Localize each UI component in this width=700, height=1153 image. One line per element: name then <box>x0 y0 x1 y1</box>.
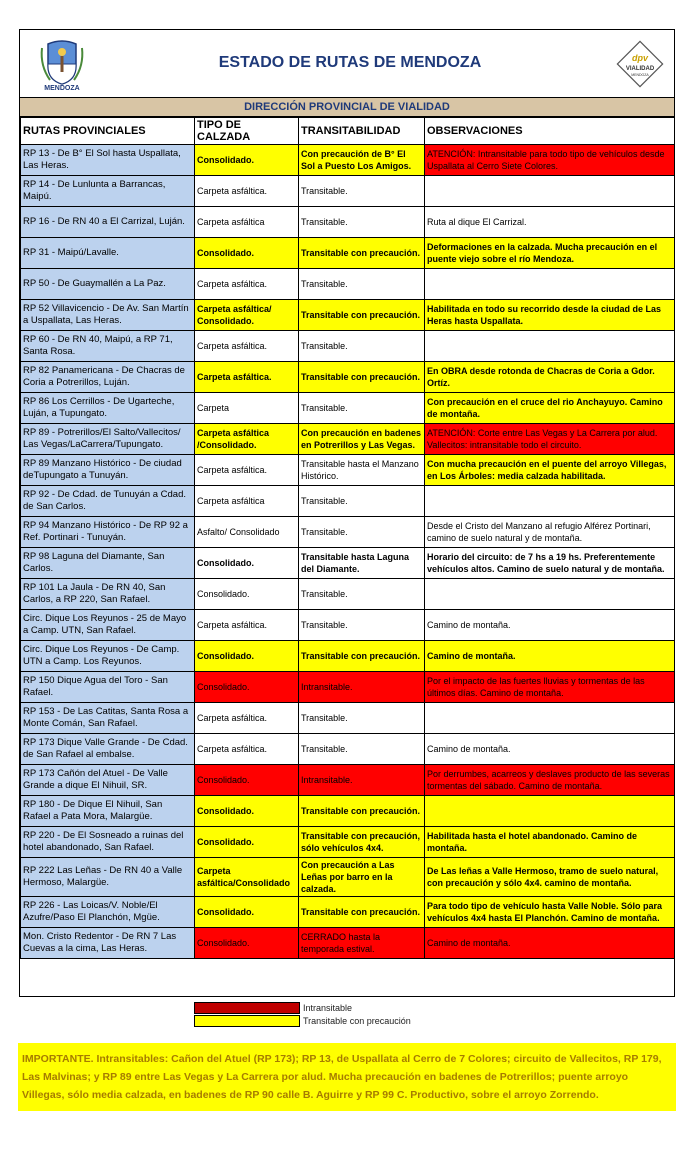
surface-cell: Carpeta asfáltica/ Consolidado. <box>195 300 299 331</box>
table-row <box>21 145 675 176</box>
route-cell: RP 82 Panamericana - De Chacras de Coria a Potrerillos, Luján. <box>21 362 195 393</box>
observations-cell <box>425 796 675 827</box>
surface-cell: Carpeta asfáltica /Consolidado. <box>195 424 299 455</box>
route-cell: RP 173 Dique Valle Grande - De Cdad. de San Rafael al embalse. <box>21 734 195 765</box>
surface-cell: Carpeta <box>195 393 299 424</box>
surface-cell: Carpeta asfáltica <box>195 207 299 238</box>
table-row <box>21 641 675 672</box>
observations-cell: Por derrumbes, acarreos y deslaves producto de las severas tormentas del sábado. Camino de montaña. <box>425 765 675 796</box>
transitability-cell: Transitable. <box>299 207 425 238</box>
vialidad-logo-subtext: MENDOZA <box>631 73 649 77</box>
table-row <box>21 610 675 641</box>
table-row <box>21 765 675 796</box>
surface-cell: Carpeta asfáltica. <box>195 331 299 362</box>
surface-cell: Consolidado. <box>195 548 299 579</box>
section-subtitle: DIRECCIÓN PROVINCIAL DE VIALIDAD <box>20 97 674 117</box>
transitability-cell: Transitable con precaución. <box>299 300 425 331</box>
legend-swatch-caution <box>194 1015 300 1027</box>
route-cell: RP 173 Cañón del Atuel - De Valle Grande a dique El Nihuil, SR. <box>21 765 195 796</box>
route-cell: RP 92 - De Cdad. de Tunuyán a Cdad. de San Carlos. <box>21 486 195 517</box>
surface-cell: Consolidado. <box>195 765 299 796</box>
surface-cell: Carpeta asfáltica <box>195 486 299 517</box>
observations-cell <box>425 703 675 734</box>
transitability-cell: Transitable. <box>299 610 425 641</box>
observations-cell: Camino de montaña. <box>425 641 675 672</box>
table-row <box>21 455 675 486</box>
surface-cell: Consolidado. <box>195 928 299 959</box>
route-cell: RP 13 - De B° El Sol hasta Uspallata, Las Heras. <box>21 145 195 176</box>
surface-cell: Consolidado. <box>195 672 299 703</box>
surface-cell: Carpeta asfáltica. <box>195 269 299 300</box>
transitability-cell: Transitable. <box>299 517 425 548</box>
transitability-cell: Con precaución de B° El Sol a Puesto Los Amigos. <box>299 145 425 176</box>
route-cell: RP 220 - De El Sosneado a ruinas del hotel abandonado, San Rafael. <box>21 827 195 858</box>
mendoza-coat-of-arms-logo <box>38 36 86 94</box>
surface-cell: Consolidado. <box>195 641 299 672</box>
route-cell: RP 86 Los Cerrillos - De Ugarteche, Luján, a Tupungato. <box>21 393 195 424</box>
transitability-cell: Intransitable. <box>299 765 425 796</box>
route-cell: Mon. Cristo Redentor - De RN 7 Las Cuevas a la cima, Las Heras. <box>21 928 195 959</box>
transitability-cell: Transitable hasta el Manzano Histórico. <box>299 455 425 486</box>
route-cell: RP 89 - Potrerillos/El Salto/Vallecitos/ Las Vegas/LaCarrera/Tupungato. <box>21 424 195 455</box>
transitability-cell: Transitable. <box>299 579 425 610</box>
table-row <box>21 796 675 827</box>
report-header <box>20 30 674 97</box>
table-row <box>21 928 675 959</box>
observations-cell <box>425 331 675 362</box>
transitability-cell: Transitable. <box>299 734 425 765</box>
surface-cell: Consolidado. <box>195 796 299 827</box>
route-cell: RP 89 Manzano Histórico - De ciudad deTupungato a Tunuyán. <box>21 455 195 486</box>
route-cell: RP 31 - Maipú/Lavalle. <box>21 238 195 269</box>
surface-cell: Asfalto/ Consolidado <box>195 517 299 548</box>
transitability-cell: Intransitable. <box>299 672 425 703</box>
transitability-cell: Transitable hasta Laguna del Diamante. <box>299 548 425 579</box>
observations-cell: En OBRA desde rotonda de Chacras de Coria a Gdor. Ortíz. <box>425 362 675 393</box>
observations-cell <box>425 486 675 517</box>
transitability-cell: Transitable. <box>299 393 425 424</box>
column-header-surface: TIPO DE CALZADA <box>195 118 299 145</box>
surface-cell: Consolidado. <box>195 897 299 928</box>
table-row <box>21 300 675 331</box>
observations-cell <box>425 269 675 300</box>
table-row <box>21 393 675 424</box>
surface-cell: Carpeta asfáltica/Consolidado <box>195 858 299 897</box>
route-cell: Circ. Dique Los Reyunos - De Camp. UTN a Camp. Los Reyunos. <box>21 641 195 672</box>
observations-cell: Horario del circuito: de 7 hs a 19 hs. Preferentemente vehículos altos. Camino de suelo natural y de montaña. <box>425 548 675 579</box>
transitability-cell: Transitable con precaución. <box>299 796 425 827</box>
table-row <box>21 548 675 579</box>
surface-cell: Carpeta asfáltica. <box>195 362 299 393</box>
observations-cell: Camino de montaña. <box>425 610 675 641</box>
table-row <box>21 734 675 765</box>
surface-cell: Consolidado. <box>195 145 299 176</box>
route-cell: RP 94 Manzano Histórico - De RP 92 a Ref. Portinari - Tunuyán. <box>21 517 195 548</box>
surface-cell: Carpeta asfáltica. <box>195 176 299 207</box>
table-row <box>21 703 675 734</box>
transitability-cell: Transitable. <box>299 176 425 207</box>
route-cell: RP 222 Las Leñas - De RN 40 a Valle Hermoso, Malargüe. <box>21 858 195 897</box>
observations-cell <box>425 579 675 610</box>
observations-cell: Habilitada hasta el hotel abandonado. Camino de montaña. <box>425 827 675 858</box>
route-cell: RP 153 - De Las Catitas, Santa Rosa a Monte Comán, San Rafael. <box>21 703 195 734</box>
routes-table <box>20 117 675 959</box>
transitability-cell: Transitable. <box>299 703 425 734</box>
observations-cell: Desde el Cristo del Manzano al refugio Alférez Portinari, camino de suelo natural y de montaña. <box>425 517 675 548</box>
observations-cell: Habilitada en todo su recorrido desde la ciudad de Las Heras hasta Uspallata. <box>425 300 675 331</box>
surface-cell: Carpeta asfáltica. <box>195 455 299 486</box>
observations-cell: Con precaución en el cruce del rio Anchayuyo. Camino de montaña. <box>425 393 675 424</box>
route-cell: RP 60 - De RN 40, Maipú, a RP 71, Santa Rosa. <box>21 331 195 362</box>
table-row <box>21 176 675 207</box>
table-row <box>21 827 675 858</box>
route-cell: RP 101 La Jaula - De RN 40, San Carlos, a RP 220, San Rafael. <box>21 579 195 610</box>
table-row <box>21 424 675 455</box>
transitability-cell: Transitable. <box>299 486 425 517</box>
observations-cell: Para todo tipo de vehículo hasta Valle Noble. Sólo para vehículos 4x4 hasta El Planchón. Camino de montaña. <box>425 897 675 928</box>
route-cell: RP 52 Villavicencio - De Av. San Martín a Uspallata, Las Heras. <box>21 300 195 331</box>
legend-label-intransitable: Intransitable <box>303 1003 353 1013</box>
surface-cell: Carpeta asfáltica. <box>195 703 299 734</box>
route-cell: RP 150 Dique Agua del Toro - San Rafael. <box>21 672 195 703</box>
route-cell: Circ. Dique Los Reyunos - 25 de Mayo a Camp. UTN, San Rafael. <box>21 610 195 641</box>
observations-cell: Por el impacto de las fuertes lluvias y tormentas de las últimos días. Camino de montaña. <box>425 672 675 703</box>
column-header-routes: RUTAS PROVINCIALES <box>21 118 195 145</box>
observations-cell: Camino de montaña. <box>425 734 675 765</box>
transitability-cell: Transitable con precaución. <box>299 238 425 269</box>
surface-cell: Consolidado. <box>195 827 299 858</box>
observations-cell: Deformaciones en la calzada. Mucha precaución en el puente viejo sobre el río Mendoza. <box>425 238 675 269</box>
vialidad-logo <box>616 40 664 88</box>
observations-cell: ATENCIÓN: Intransitable para todo tipo de vehículos desde Uspallata al Cerro Siete Colores. <box>425 145 675 176</box>
page-title: ESTADO DE RUTAS DE MENDOZA <box>218 54 482 71</box>
svg-text:dpv: dpv <box>631 53 649 63</box>
surface-cell: Carpeta asfáltica. <box>195 610 299 641</box>
route-cell: RP 180 - De Dique El Nihuil, San Rafael a Pata Mora, Malargüe. <box>21 796 195 827</box>
transitability-cell: Transitable. <box>299 331 425 362</box>
important-note: IMPORTANTE. Intransitables: Cañon del Atuel (RP 173); RP 13, de Uspallata al Cerro de 7 Colores; circuito de Vallecitos, RP 179, Las Malvinas; y RP 89 entre Las Vegas y La Carrera por alud. Mucha precaución en badenes de Potrerillos; puente arroyo Villegas, sólo media calzada, en badenes de RP 90 calle B. Aguirre y RP 99 C. Productivo, sobre el arroyo Zorrendo. <box>18 1043 676 1111</box>
transitability-cell: Transitable con precaución, sólo vehículos 4x4. <box>299 827 425 858</box>
column-header-transitability: TRANSITABILIDAD <box>299 118 425 145</box>
table-row <box>21 897 675 928</box>
observations-cell: ATENCIÓN: Corte entre Las Vegas y La Carrera por alud. Vallecitos: intransitable todo el circuito. <box>425 424 675 455</box>
table-row <box>21 672 675 703</box>
observations-cell <box>425 176 675 207</box>
table-row <box>21 238 675 269</box>
surface-cell: Consolidado. <box>195 238 299 269</box>
route-cell: RP 50 - De Guaymallén a La Paz. <box>21 269 195 300</box>
transitability-cell: CERRADO hasta la temporada estival. <box>299 928 425 959</box>
table-row <box>21 269 675 300</box>
legend-label-caution: Transitable con precaución <box>303 1016 411 1026</box>
legend-swatch-intransitable <box>194 1002 300 1014</box>
route-cell: RP 14 - De Lunlunta a Barrancas, Maipú. <box>21 176 195 207</box>
vialidad-logo-text: VIALIDAD <box>625 66 655 72</box>
observations-cell: De Las leñas a Valle Hermoso, tramo de suelo natural, con precaución y sólo 4x4. camino de montaña. <box>425 858 675 897</box>
mendoza-logo-caption: MENDOZA <box>44 85 80 92</box>
observations-cell: Con mucha precaución en el puente del arroyo Villegas, en Los Árboles: media calzada habilitada. <box>425 455 675 486</box>
transitability-cell: Con precaución a Las Leñas por barro en la calzada. <box>299 858 425 897</box>
column-header-observations: OBSERVACIONES <box>425 118 675 145</box>
table-row <box>21 517 675 548</box>
transitability-cell: Transitable con precaución. <box>299 641 425 672</box>
surface-cell: Consolidado. <box>195 579 299 610</box>
route-cell: RP 226 - Las Loicas/V. Noble/El Azufre/Paso El Planchón, Mgüe. <box>21 897 195 928</box>
table-row <box>21 579 675 610</box>
transitability-cell: Transitable. <box>299 269 425 300</box>
route-cell: RP 16 - De RN 40 a El Carrizal, Luján. <box>21 207 195 238</box>
report-frame <box>19 29 675 997</box>
observations-cell: Ruta al dique El Carrizal. <box>425 207 675 238</box>
surface-cell: Carpeta asfáltica. <box>195 734 299 765</box>
observations-cell: Camino de montaña. <box>425 928 675 959</box>
transitability-cell: Con precaución en badenes en Potrerillos y Las Vegas. <box>299 424 425 455</box>
table-row <box>21 207 675 238</box>
table-header-row <box>21 118 675 145</box>
transitability-cell: Transitable con precaución. <box>299 362 425 393</box>
transitability-cell: Transitable con precaución. <box>299 897 425 928</box>
table-row <box>21 362 675 393</box>
table-row <box>21 486 675 517</box>
table-row <box>21 331 675 362</box>
route-cell: RP 98 Laguna del Diamante, San Carlos. <box>21 548 195 579</box>
table-row <box>21 858 675 897</box>
